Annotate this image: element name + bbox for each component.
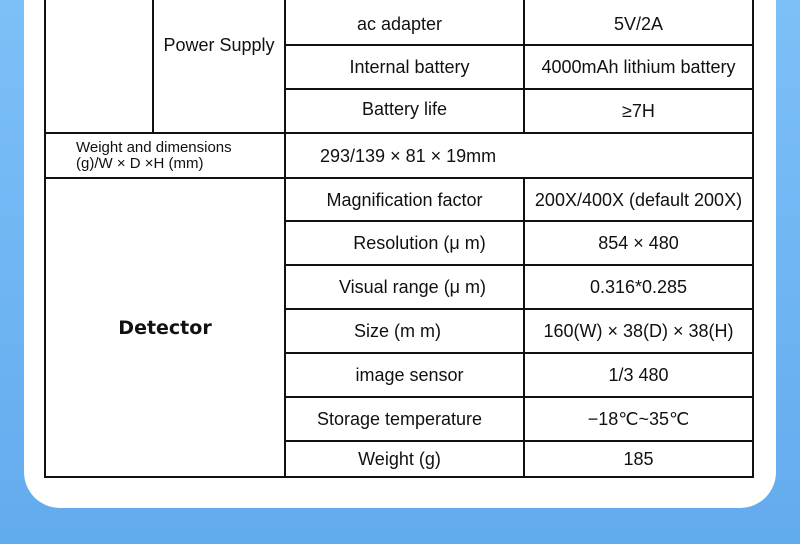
value-internal-battery: 4000mAh lithium battery [524,45,753,89]
table-row [45,178,753,221]
value-magnification: 200X/400X (default 200X) [524,178,753,221]
value-weight: 185 [524,441,753,477]
value-visual-range: 0.316*0.285 [524,265,753,309]
empty-category-cell [45,0,153,133]
param-visual-range: Visual range (μ m) [285,265,524,309]
table-row [45,0,753,45]
value-resolution: 854 × 480 [524,221,753,265]
value-battery-life: ≥7H [524,89,753,133]
value-image-sensor: 1/3 480 [524,353,753,397]
weight-dimensions-value: 293/139 × 81 × 19mm [285,133,753,178]
param-image-sensor: image sensor [285,353,524,397]
value-ac-adapter: 5V/2A [524,0,753,45]
param-internal-battery: Internal battery [285,45,524,89]
value-size: 160(W) × 38(D) × 38(H) [524,309,753,353]
param-ac-adapter: ac adapter [285,0,524,45]
param-battery-life: Battery life [285,89,524,133]
power-supply-label: Power Supply [153,0,285,133]
param-storage-temperature: Storage temperature [285,397,524,441]
weight-dimensions-label-line2: (g)/W × D ×H (mm) [76,154,204,172]
param-magnification: Magnification factor [285,178,524,221]
param-weight: Weight (g) [285,441,524,477]
param-resolution: Resolution (μ m) [285,221,524,265]
detector-label: Detector [45,178,285,477]
weight-dimensions-label [45,133,285,178]
param-size: Size (m m) [285,309,524,353]
table-row [45,133,753,178]
value-storage-temperature: −18℃~35℃ [524,397,753,441]
weight-dimensions-label-line1: Weight and dimensions [76,138,232,156]
specification-table [44,0,754,478]
